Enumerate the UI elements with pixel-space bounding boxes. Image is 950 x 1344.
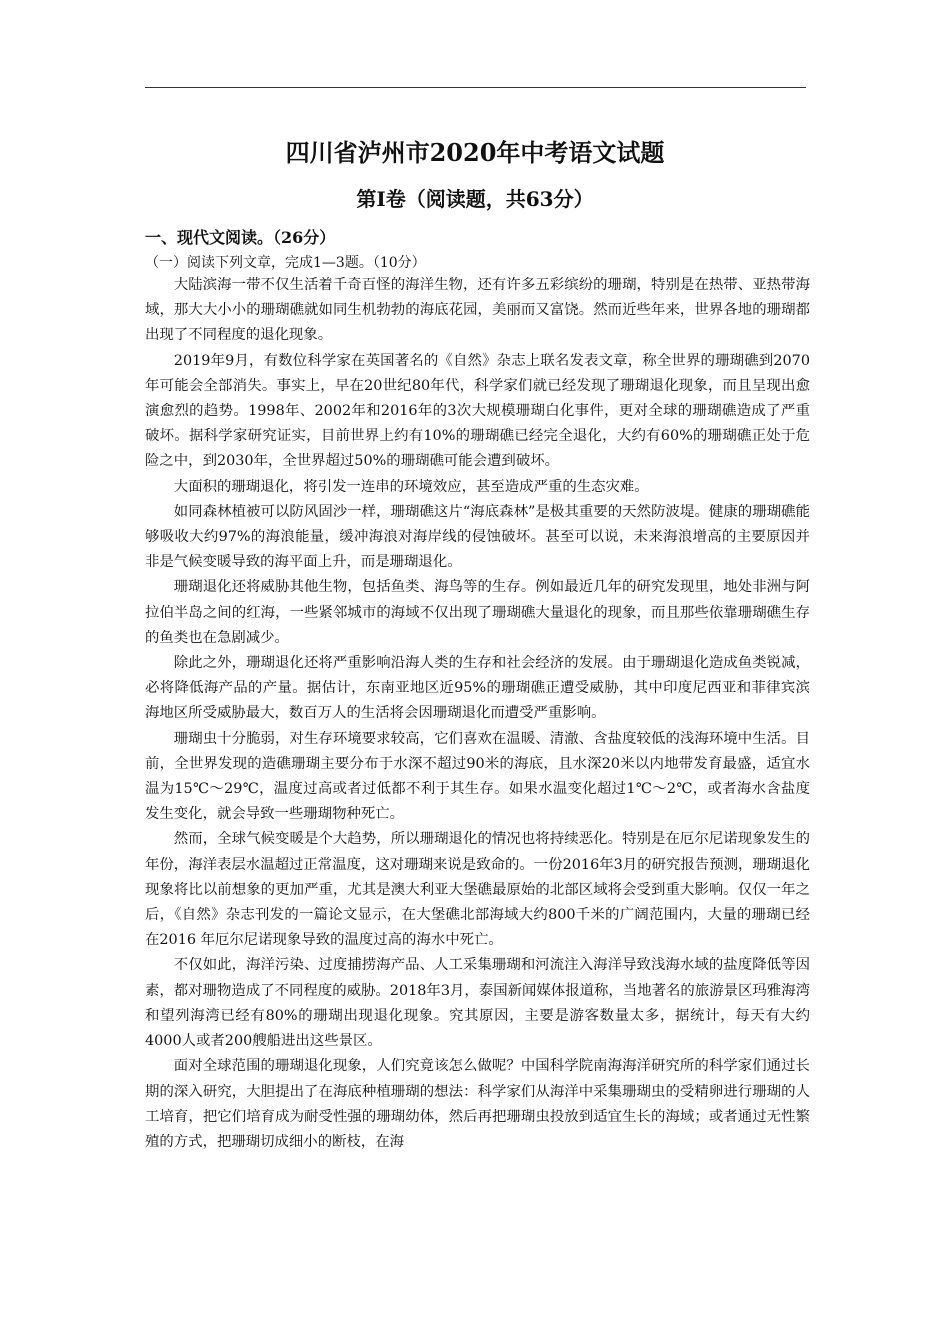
paper-subtitle: 第Ⅰ卷（阅读题，共63分）	[356, 187, 594, 211]
section-heading: 一、现代文阅读。（26分）	[145, 228, 336, 247]
paragraph: 大面积的珊瑚退化，将引发一连串的环境效应，甚至造成严重的生态灾难。	[173, 478, 649, 495]
header-rule	[145, 87, 806, 88]
paragraph: 不仅如此，海洋污染、过度捕捞海产品、人工采集珊瑚和河流注入海洋导致浅海水域的盐度降低等因素，都对珊物造成了不同程度的威胁。2018年3月，泰国新闻媒体报道称，当地著名的旅游景区玛雅海湾和望列海湾已经有80%的珊瑚出现退化现象。究其原因，主要是游客数量太多，据统计，每天有大约4000人或者200艘船进出这些景区。	[145, 957, 810, 1050]
paragraph: 2019年9月，有数位科学家在英国著名的《自然》杂志上联名发表文章，称全世界的珊瑚礁到2070年可能会全部消失。事实上，早在20世纪80年代，科学家们就已经发现了珊瑚退化现象，而且呈现出愈演愈烈的趋势。1998年、2002年和2016年的3次大规模珊瑚白化事件，更对全球的珊瑚礁造成了严重破坏。据科学家研究证实，目前世界上约有10%的珊瑚礁已经完全退化，大约有60%的珊瑚礁正处于危险之中，到2030年，全世界超过50%的珊瑚礁可能会遭到破坏。	[145, 352, 810, 470]
paragraph: 除此之外，珊瑚退化还将严重影响沿海人类的生存和社会经济的发展。由于珊瑚退化造成鱼类锐减，必将降低海产品的产量。据估计，东南亚地区近95%的珊瑚礁正遭受威胁，其中印度尼西亚和菲律宾滨海地区所受威胁最大，数百万人的生活将会因珊瑚退化而遭受严重影响。	[145, 655, 810, 722]
paragraph: 大陆滨海一带不仅生活着千奇百怪的海洋生物，还有许多五彩缤纷的珊瑚，特别是在热带、亚热带海域，那大大小小的珊瑚礁就如同生机勃勃的海底花园，美丽而又富饶。然而近些年来，世界各地的珊瑚都出现了不同程度的退化现象。	[145, 277, 810, 344]
reading-instruction: （一）阅读下列文章，完成1—3题。（10分）	[145, 255, 426, 271]
article-body	[145, 273, 810, 1155]
paragraph: 珊瑚退化还将威胁其他生物，包括鱼类、海鸟等的生存。例如最近几年的研究发现里，地处非洲与阿拉伯半岛之间的红海，一些紧邻城市的海域不仅出现了珊瑚礁大量退化的现象，而且那些依靠珊瑚礁生存的鱼类也在急剧减少。	[145, 579, 810, 646]
paragraph: 珊瑚虫十分脆弱，对生存环境要求较高，它们喜欢在温暖、清澈、含盐度较低的浅海环境中生活。目前，全世界发现的造礁珊瑚主要分布于水深不超过90米的海底，且水深20米以内地带发育最盛，适宜水温为15℃～29℃，温度过高或者过低都不利于其生存。如果水温变化超过1℃～2℃，或者海水含盐度发生变化，就会导致一些珊瑚物种死亡。	[145, 730, 810, 823]
paragraph: 然而，全球气候变暖是个大趋势，所以珊瑚退化的情况也将持续恶化。特别是在厄尔尼诺现象发生的年份，海洋表层水温超过正常温度，这对珊瑚来说是致命的。一份2016年3月的研究报告预测，珊瑚退化现象将比以前想象的更加严重，尤其是澳大利亚大堡礁最原始的北部区域将会受到重大影响。仅仅一年之后，《自然》杂志刊发的一篇论文显示，在大堡礁北部海域大约800千米的广阔范围内，大量的珊瑚已经在2016 年厄尔尼诺现象导致的温度过高的海水中死亡。	[145, 831, 810, 949]
exam-title: 四川省泸州市2020年中考语文试题	[285, 138, 665, 167]
paragraph: 面对全球范围的珊瑚退化现象，人们究竟该怎么做呢？中国科学院南海海洋研究所的科学家们通过长期的深入研究，大胆提出了在海底种植珊瑚的想法：科学家们从海洋中采集珊瑚虫的受精卵进行珊瑚的人工培育，把它们培育成为耐受性强的珊瑚幼体，然后再把珊瑚虫投放到适宜生长的海域；或者通过无性繁殖的方式，把珊瑚切成细小的断枝，在海	[145, 1058, 810, 1150]
paragraph: 如同森林植被可以防风固沙一样，珊瑚礁这片“海底森林”是极其重要的天然防波堤。健康的珊瑚礁能够吸收大约97%的海浪能量，缓冲海浪对海岸线的侵蚀破坏。甚至可以说，未来海浪增高的主要原因并非是气候变暖导致的海平面上升，而是珊瑚退化。	[145, 503, 810, 571]
